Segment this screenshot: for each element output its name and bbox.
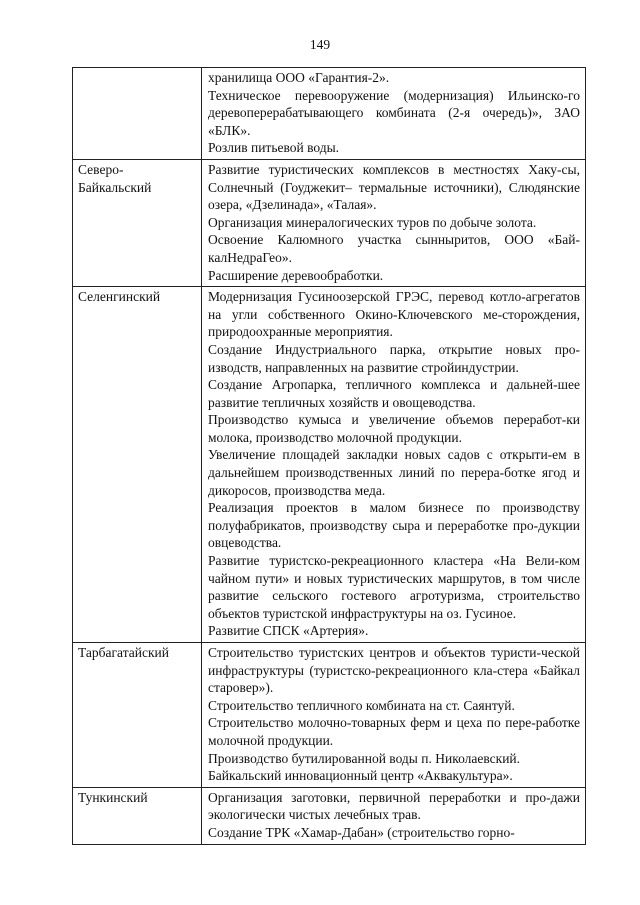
- district-name: Тарбагатайский: [78, 645, 169, 660]
- project-paragraph: Строительство туристских центров и объектов туристи-ческой инфраструктуры (туристско-рекреационного кла-стера «Байкал старовер»).: [208, 645, 580, 696]
- district-cell: [73, 68, 202, 160]
- project-paragraph: Организация заготовки, первичной переработки и про-дажи экологически чистых лечебных трав.: [208, 789, 580, 823]
- project-paragraph: Развитие туристско-рекреационного кластера «На Вели-ком чайном пути» и новых туристических маршрутов, в том числе развитие сельского гостевого агротуризма, строительство объектов туристской инфраструктуры на оз. Гусиное.: [208, 553, 580, 621]
- table-body: [73, 68, 586, 845]
- district-name: Тункинский: [78, 789, 148, 805]
- table-row: [73, 68, 586, 160]
- district-name: Байкальский: [78, 179, 152, 195]
- projects-cell: [202, 68, 586, 160]
- project-paragraph: Модернизация Гусиноозерской ГРЭС, перевод котло-агрегатов на угли собственного Окино-Ключевского ме-сторождения, природоохранные мероприятия.: [208, 289, 580, 340]
- project-paragraph: Реализация проектов в малом бизнесе по производству полуфабрикатов, производству сыра и переработке про-дукции овцеводства.: [208, 500, 580, 551]
- district-cell: [73, 643, 202, 788]
- table-row: [73, 643, 586, 788]
- project-paragraph: Строительство молочно-товарных ферм и цеха по пере-работке молочной продукции.: [208, 715, 580, 748]
- project-paragraph: Производство кумыса и увеличение объемов переработ-ки молока, производство молочной продукции.: [208, 412, 580, 445]
- district-cell: [73, 287, 202, 643]
- district-cell: [73, 159, 202, 286]
- projects-table: [72, 67, 586, 845]
- project-paragraph: Увеличение площадей закладки новых садов с открыти-ем в дальнейшем производственных линий по перера-ботке ягод и дикоросов, производства меда.: [208, 447, 580, 498]
- project-paragraph: Освоение Калюмного участка сынныритов, ООО «Бай-калНедраГео».: [208, 232, 580, 265]
- table-row: [73, 159, 586, 286]
- projects-cell: [202, 643, 586, 788]
- project-paragraph: хранилища ООО «Гарантия-2».: [208, 70, 390, 85]
- district-name: Северо-: [78, 161, 124, 177]
- project-paragraph: Расширение деревообработки.: [208, 267, 384, 283]
- project-paragraph: Создание Агропарка, тепличного комплекса и дальней-шее развитие тепличных хозяйств и овощеводства.: [208, 377, 580, 410]
- project-paragraph: Техническое перевооружение (модернизация) Ильинско-го деревоперерабатывающего комбината (2-я очередь)», ЗАО «БЛК».: [208, 87, 580, 138]
- project-paragraph: Создание ТРК «Хамар-Дабан» (строительство горно-: [208, 824, 515, 840]
- project-paragraph: Розлив питьевой воды.: [208, 140, 340, 156]
- district-name: Селенгинский: [78, 289, 161, 305]
- projects-cell: [202, 287, 586, 643]
- project-paragraph: Создание Индустриального парка, открытие новых про-изводств, направленных на развитие стройиндустрии.: [208, 341, 580, 375]
- table-row: [73, 787, 586, 844]
- project-paragraph: Производство бутилированной воды п. Николаевский.: [208, 750, 521, 766]
- project-paragraph: Развитие СПСК «Артерия».: [208, 623, 369, 639]
- projects-cell: [202, 159, 586, 286]
- project-paragraph: Развитие туристических комплексов в местностях Хаку-сы, Солнечный (Гоуджекит– термальные источники), Слюдянские озера, «Дзелинада», «Талая».: [208, 161, 580, 213]
- project-paragraph: Организация минералогических туров по добыче золота.: [208, 214, 537, 230]
- page-number: 149: [309, 37, 331, 52]
- project-paragraph: Строительство тепличного комбината на ст. Саянтуй.: [208, 697, 515, 713]
- project-paragraph: Байкальский инновационный центр «Аквакультура».: [208, 768, 513, 784]
- projects-cell: [202, 787, 586, 844]
- table-row: [73, 287, 586, 643]
- district-cell: [73, 787, 202, 844]
